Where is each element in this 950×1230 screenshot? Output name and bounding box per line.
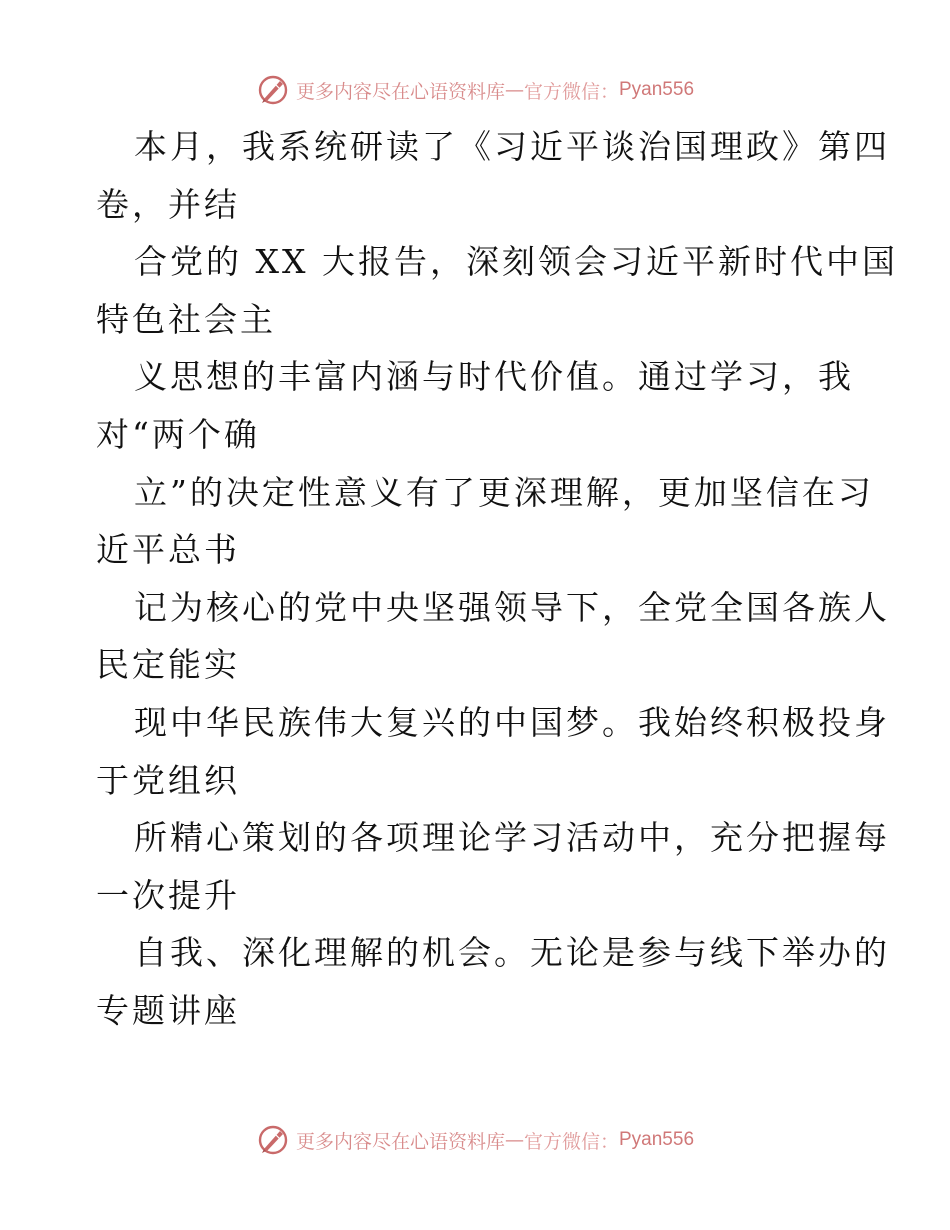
body-line: 卷，并结 bbox=[96, 184, 240, 224]
body-line: 义思想的丰富内涵与时代价值。通过学习，我 bbox=[134, 357, 854, 397]
body-line: 记为核心的党中央坚强领导下，全党全国各族人 bbox=[134, 587, 890, 627]
watermark-wechat-label: 官方微信： bbox=[523, 1130, 619, 1153]
footer-watermark bbox=[0, 1120, 950, 1160]
body-line: 合党的 XX 大报告，深刻领会习近平新时代中国 bbox=[134, 242, 898, 282]
body-line: 近平总书 bbox=[96, 530, 240, 570]
body-line: 特色社会主 bbox=[96, 299, 276, 339]
watermark-wechat-id: Pyan556 bbox=[619, 79, 695, 100]
header-watermark bbox=[0, 70, 950, 110]
body-line: 专题讲座 bbox=[96, 990, 240, 1030]
quill-pen-logo-icon bbox=[256, 1123, 290, 1157]
watermark-wechat-label: 官方微信： bbox=[523, 80, 619, 103]
body-line: 所精心策划的各项理论学习活动中，充分把握每 bbox=[134, 818, 890, 858]
document-body bbox=[96, 118, 898, 1040]
body-line: 立”的决定性意义有了更深理解，更加坚信在习 bbox=[134, 472, 874, 512]
body-line: 于党组织 bbox=[96, 760, 240, 800]
body-line: 一次提升 bbox=[96, 875, 240, 915]
body-line: 自我、深化理解的机会。无论是参与线下举办的 bbox=[134, 933, 890, 973]
body-line: 本月，我系统研读了《习近平谈治国理政》第四 bbox=[134, 127, 890, 166]
watermark-separator: — bbox=[504, 79, 524, 101]
body-line: 民定能实 bbox=[96, 645, 240, 685]
quill-pen-logo-icon bbox=[256, 73, 290, 107]
watermark-site-text: 更多内容尽在心语资料库 bbox=[295, 1130, 505, 1153]
watermark-separator: — bbox=[504, 1129, 524, 1151]
body-line: 对“两个确 bbox=[96, 414, 260, 454]
watermark-wechat-id: Pyan556 bbox=[619, 1129, 695, 1150]
watermark-site-text: 更多内容尽在心语资料库 bbox=[295, 80, 505, 103]
body-line: 现中华民族伟大复兴的中国梦。我始终积极投身 bbox=[134, 702, 890, 742]
